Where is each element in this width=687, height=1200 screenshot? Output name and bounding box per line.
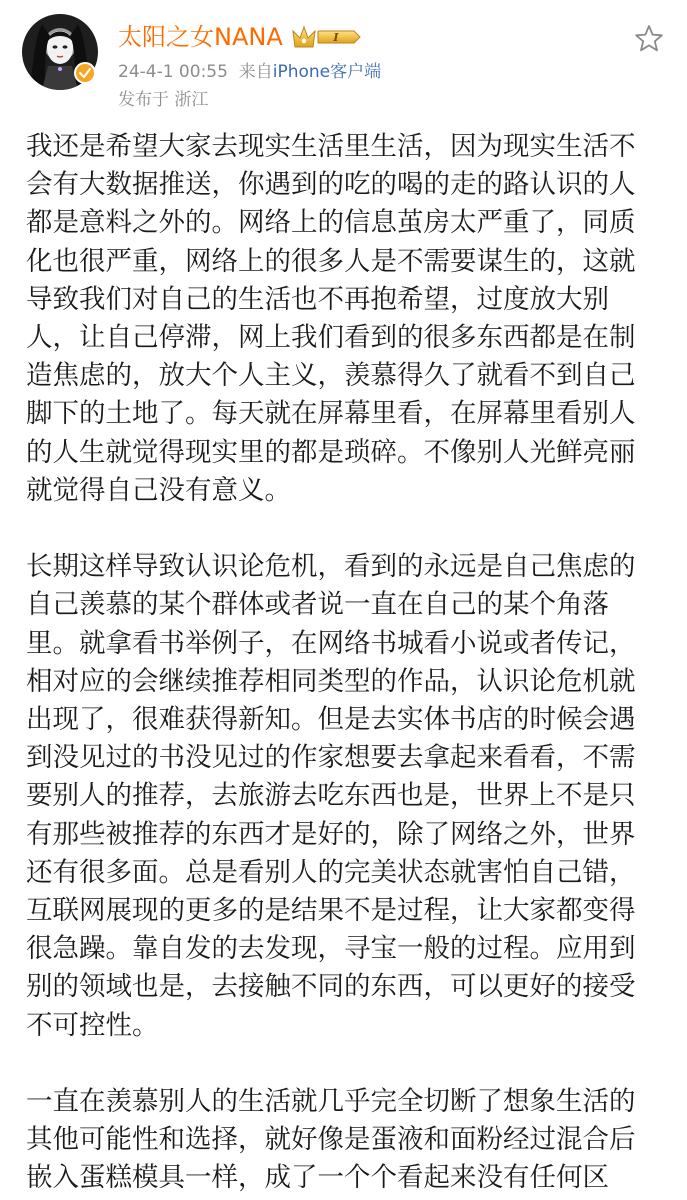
- verified-badge-icon: [74, 62, 96, 84]
- paragraph-gap: [26, 510, 650, 548]
- text-line: 还有很多面。总是看别人的完美状态就害怕自己错，: [26, 856, 636, 888]
- favorite-button[interactable]: [632, 22, 666, 56]
- post-header: [0, 0, 687, 120]
- text-line: 嵌入蛋糕模具一样，成了一个个看起来没有任何区: [26, 1162, 609, 1194]
- text-line: 导致我们对自己的生活也不再抱希望，过度放大别: [26, 283, 609, 315]
- text-line: 的人生就觉得现实里的都是琐碎。不像别人光鲜亮丽: [26, 436, 636, 468]
- text-line: 很急躁。靠自发的去发现，寻宝一般的过程。应用到: [26, 933, 636, 965]
- text-line: 会有大数据推送，你遇到的吃的喝的走的路认识的人: [26, 169, 636, 201]
- text-line: 化也很严重，网络上的很多人是不需要谋生的，这就: [26, 245, 636, 277]
- text-line: 有那些被推荐的东西才是好的，除了网络之外，世界: [26, 818, 636, 850]
- star-icon: [632, 22, 666, 56]
- text-line: 自己羡慕的某个群体或者说一直在自己的某个角落: [26, 589, 609, 621]
- post-location: 发布于 浙江: [118, 90, 209, 110]
- text-line: 要别人的推荐，去旅游去吃东西也是，世界上不是只: [26, 780, 636, 812]
- client-link[interactable]: iPhone客户端: [272, 62, 382, 82]
- text-line: 里。就拿看书举例子，在网络书城看小说或者传记，: [26, 627, 636, 659]
- text-line: 一直在羡慕别人的生活就几乎完全切断了想象生活的: [26, 1086, 636, 1118]
- paragraph-gap: [26, 1045, 650, 1083]
- text-line: 互联网展现的更多的是结果不是过程，让大家都变得: [26, 895, 636, 927]
- text-line: 脚下的土地了。每天就在屏幕里看，在屏幕里看别人: [26, 398, 636, 430]
- text-line: 到没见过的书没见过的作家想要去拿起来看看，不需: [26, 742, 636, 774]
- vip-crown-icon[interactable]: [290, 22, 362, 52]
- text-line: 长期这样导致认识论危机，看到的永远是自己焦虑的: [26, 551, 636, 583]
- text-line: 造焦虑的，放大个人主义，羡慕得久了就看不到自己: [26, 360, 636, 392]
- post-meta: [118, 60, 381, 84]
- text-line: 别的领域也是，去接触不同的东西，可以更好的接受: [26, 971, 636, 1003]
- post-text: [26, 128, 650, 1198]
- text-line: 都是意料之外的。网络上的信息茧房太严重了，同质: [26, 207, 636, 239]
- text-line: 我还是希望大家去现实生活里生活，因为现实生活不: [26, 131, 636, 162]
- vip-level: I: [333, 31, 339, 44]
- post-timestamp: 24-4-1 00:55: [118, 62, 228, 82]
- text-line: 其他可能性和选择，就好像是蛋液和面粉经过混合后: [26, 1124, 636, 1156]
- text-line: 相对应的会继续推荐相同类型的作品，认识论危机就: [26, 665, 636, 697]
- author-name[interactable]: 太阳之女NANA: [118, 23, 283, 51]
- text-line: 人，让自己停滞，网上我们看到的很多东西都是在制: [26, 322, 636, 354]
- text-line: 不可控性。: [26, 1009, 159, 1041]
- source-prefix: 来自: [238, 62, 273, 82]
- text-line: 出现了，很难获得新知。但是去实体书店的时候会遇: [26, 704, 636, 736]
- text-line: 就觉得自己没有意义。: [26, 474, 291, 506]
